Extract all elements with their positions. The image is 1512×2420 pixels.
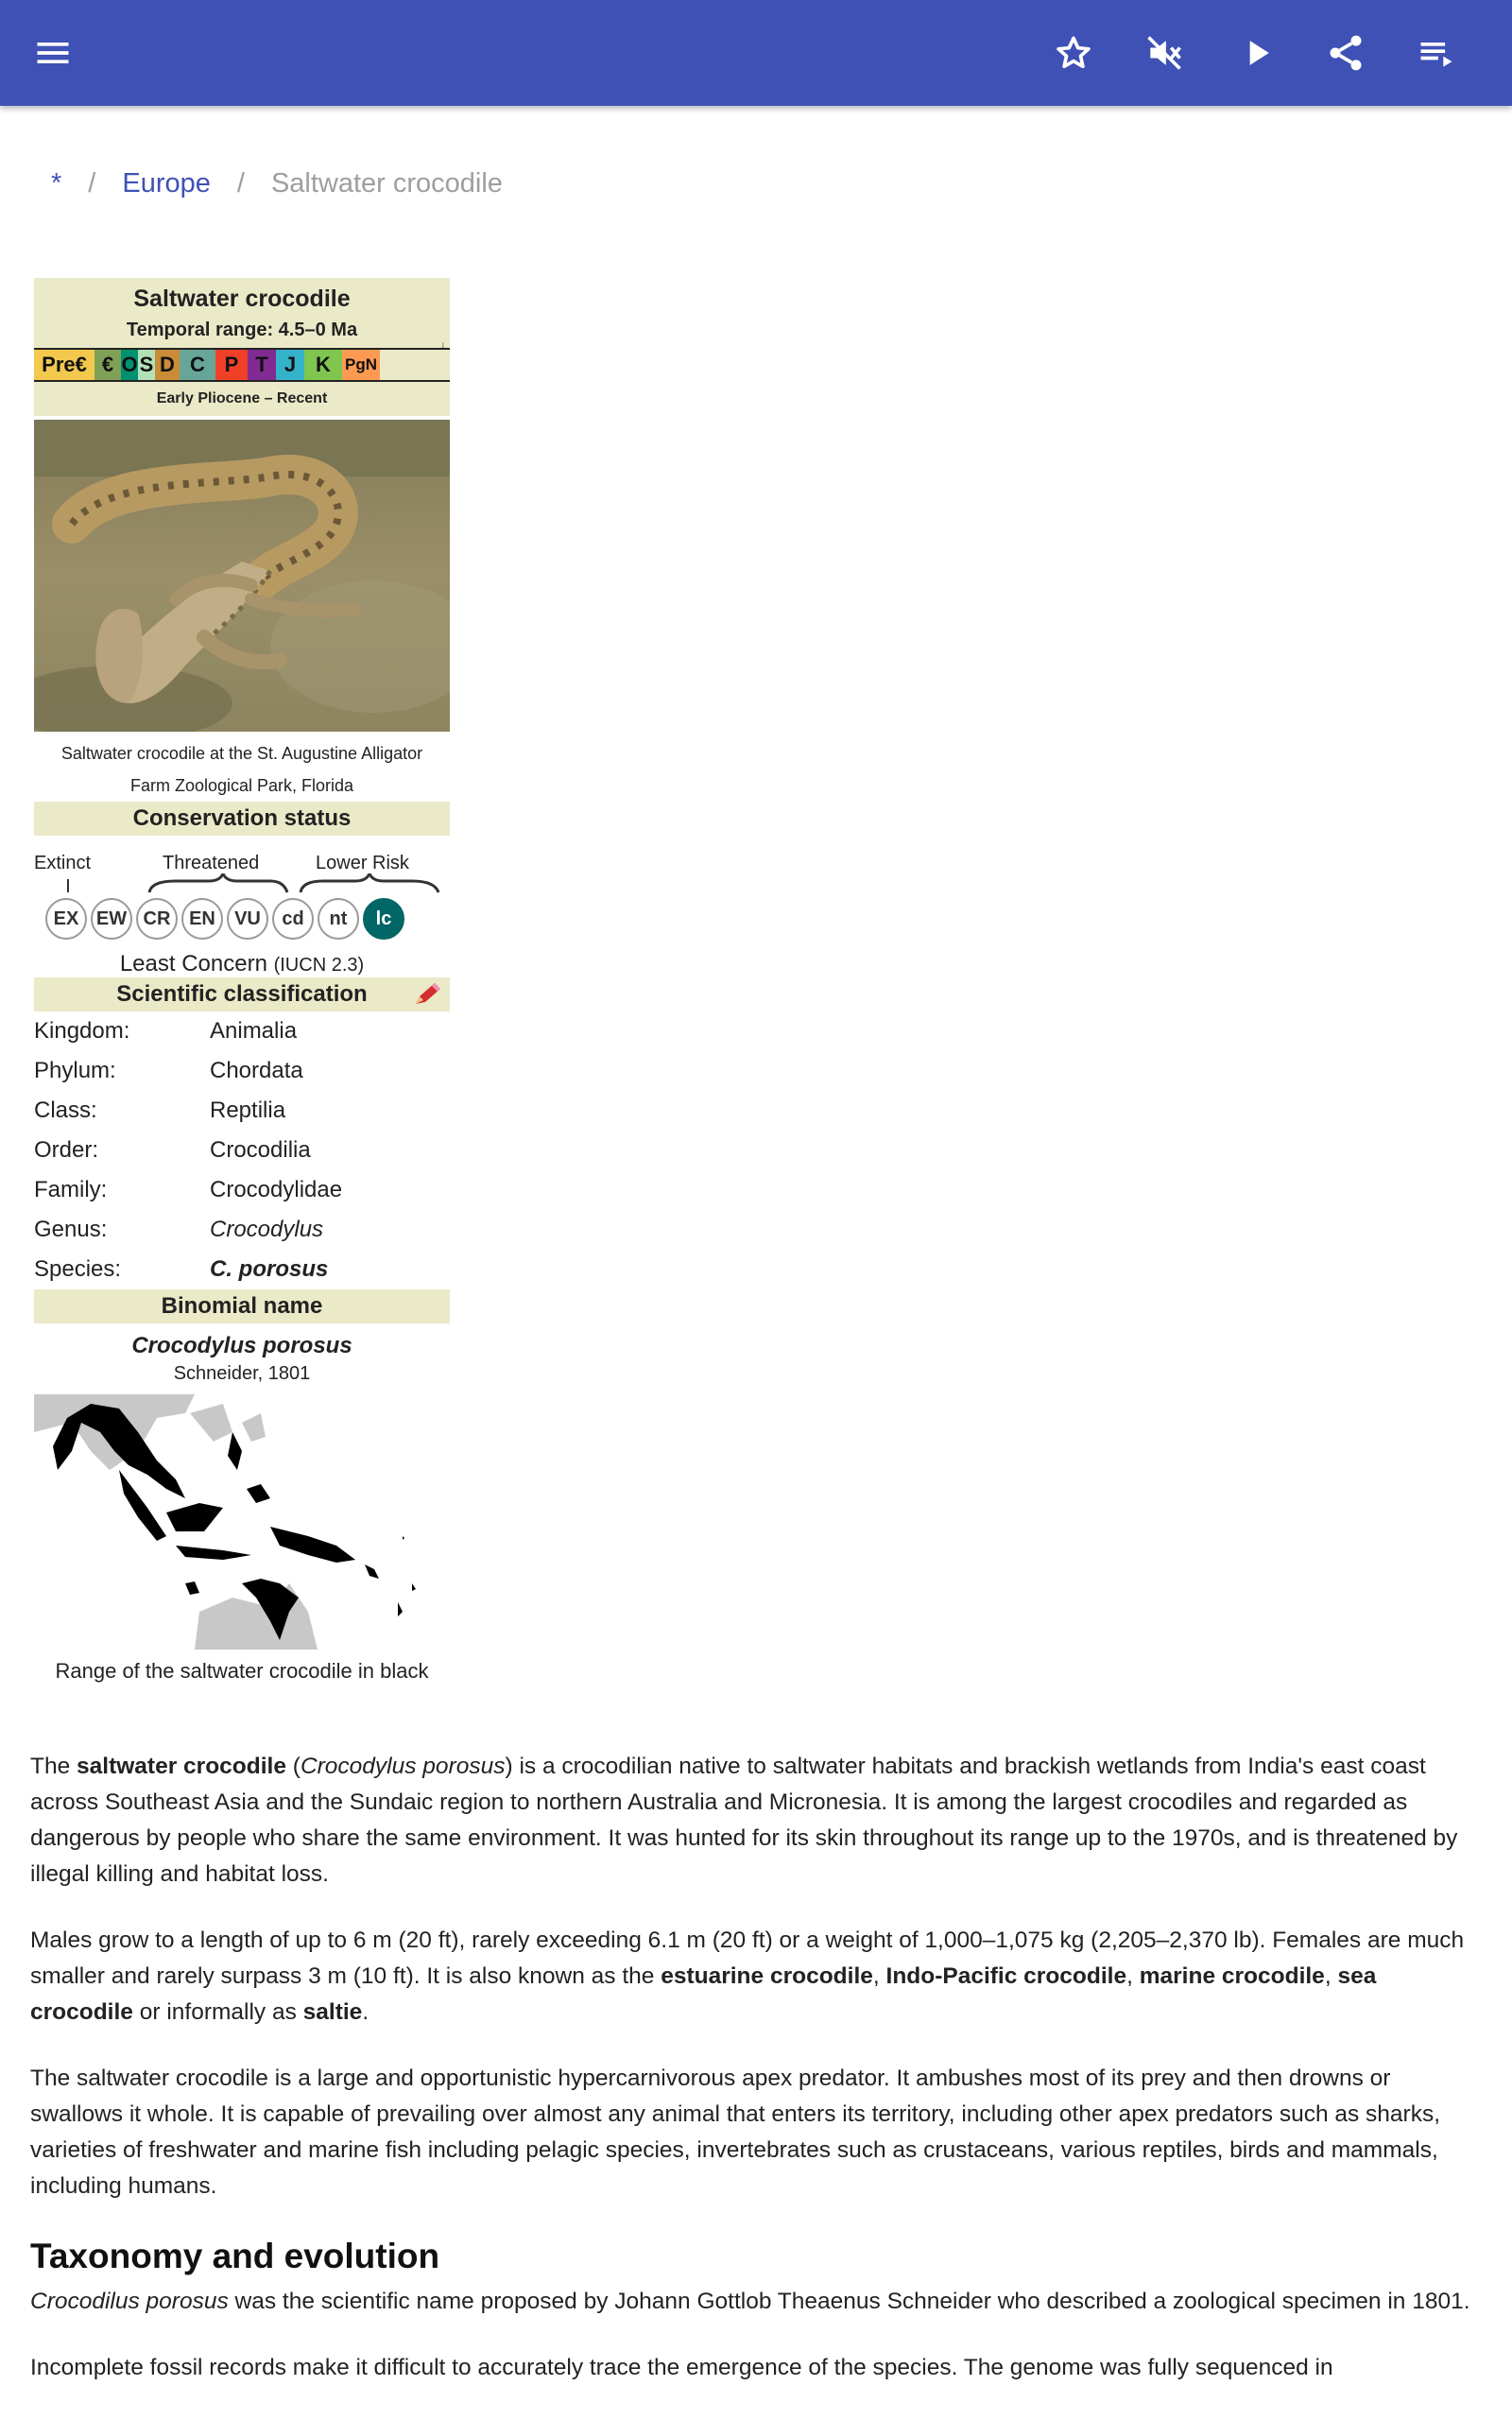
breadcrumb-home[interactable]: * bbox=[51, 168, 62, 199]
taxonomy-table bbox=[34, 1011, 450, 1289]
taxonomy-row bbox=[34, 1091, 450, 1131]
text-run: ( bbox=[285, 1754, 301, 1779]
conservation-cd-badge[interactable]: cd bbox=[272, 898, 314, 940]
taxonomy-row bbox=[34, 1051, 450, 1091]
breadcrumb-separator: / bbox=[88, 168, 96, 199]
conservation-nt-badge[interactable]: nt bbox=[318, 898, 359, 940]
conservation-brackets bbox=[34, 873, 450, 900]
conservation-vu-badge[interactable]: VU bbox=[227, 898, 268, 940]
timeline-period[interactable]: T bbox=[248, 350, 276, 380]
conservation-heading: Conservation status bbox=[34, 802, 450, 836]
timeline-period[interactable]: J bbox=[276, 350, 304, 380]
fossil-paragraph: Incomplete fossil records make it difficult to accurately trace the emergence of the species. The genome was fully sequenced in bbox=[30, 2355, 1333, 2380]
binomial-heading: Binomial name bbox=[34, 1289, 450, 1323]
timeline-period[interactable]: C bbox=[180, 350, 215, 380]
timeline-period[interactable]: P bbox=[215, 350, 248, 380]
text-run: . bbox=[362, 1999, 369, 2025]
mute-icon[interactable] bbox=[1136, 25, 1193, 81]
article-body bbox=[30, 1749, 1486, 2416]
timeline-period[interactable]: K bbox=[304, 350, 342, 380]
taxonomy-value[interactable]: Animalia bbox=[210, 1018, 298, 1044]
binomial-name: Crocodylus porosus bbox=[131, 1333, 352, 1358]
timeline-period[interactable]: D bbox=[155, 350, 180, 380]
section-heading-taxonomy: Taxonomy and evolution bbox=[30, 2237, 440, 2275]
timeline-period[interactable]: € bbox=[94, 350, 121, 380]
playlist-icon[interactable] bbox=[1408, 25, 1465, 81]
taxonomy-rank: Phylum: bbox=[34, 1058, 116, 1083]
taxonomy-value[interactable]: Reptilia bbox=[210, 1098, 286, 1123]
taxonomy-value[interactable]: Crocodylus bbox=[210, 1217, 324, 1242]
app-bar bbox=[0, 0, 1512, 106]
map-caption: Range of the saltwater crocodile in black bbox=[55, 1659, 429, 1683]
taxonomy-value[interactable]: C. porosus bbox=[210, 1256, 329, 1282]
infobox-title: Saltwater crocodile bbox=[133, 285, 351, 312]
taxonomy-paragraph bbox=[30, 2284, 1486, 2320]
text-run: or informally as bbox=[132, 1999, 303, 2025]
infobox-header bbox=[34, 278, 450, 348]
breadcrumb-europe[interactable]: Europe bbox=[122, 168, 211, 199]
timeline-period[interactable]: O bbox=[121, 350, 138, 380]
extinct-label: Extinct bbox=[34, 853, 92, 873]
text-run: was the scientific name proposed by Johann Gottlob Theaenus Schneider who described a zoological specimen in 1801. bbox=[228, 2289, 1470, 2314]
conservation-scale bbox=[45, 898, 404, 940]
text-run: The bbox=[30, 1754, 77, 1779]
timeline-marker: ↓ bbox=[440, 338, 446, 352]
taxonomy-row bbox=[34, 1210, 450, 1250]
star-icon[interactable] bbox=[1045, 25, 1102, 81]
infobox bbox=[34, 278, 450, 1684]
timeline-period[interactable]: Pre€ bbox=[34, 350, 94, 380]
intro-paragraph bbox=[30, 1749, 1486, 1893]
breadcrumb-current: Saltwater crocodile bbox=[270, 168, 503, 199]
scientific-name: Crocodylus porosus bbox=[300, 1754, 506, 1779]
timeline-range-label: Early Pliocene – Recent bbox=[34, 382, 450, 416]
play-icon[interactable] bbox=[1228, 25, 1285, 81]
taxonomy-row bbox=[34, 1011, 450, 1051]
taxonomy-row bbox=[34, 1131, 450, 1170]
geologic-timeline bbox=[34, 338, 450, 382]
bold-term: estuarine crocodile bbox=[661, 1963, 873, 1989]
taxonomy-rank: Kingdom: bbox=[34, 1018, 130, 1044]
conservation-ex-badge[interactable]: EX bbox=[45, 898, 87, 940]
conservation-status bbox=[34, 836, 450, 977]
taxonomy-value[interactable]: Chordata bbox=[210, 1058, 303, 1083]
lower-risk-label: Lower Risk bbox=[316, 853, 409, 873]
binomial-authority[interactable]: Schneider, 1801 bbox=[173, 1363, 311, 1384]
crocodile-photo[interactable] bbox=[34, 420, 450, 732]
range-map[interactable] bbox=[34, 1394, 450, 1650]
predator-paragraph: The saltwater crocodile is a large and opportunistic hypercarnivorous apex predator. It ambushes most of its prey and then drowns or swallows it whole. It is capable of prevailing over almost any animal that enters its territory, including other apex predators such as sharks, varieties of freshwater and marine fish including pelagic species, invertebrates such as crustaceans, various reptiles, birds and mammals, including humans. bbox=[30, 2066, 1441, 2199]
bold-term: marine crocodile bbox=[1139, 1963, 1325, 1989]
share-icon[interactable] bbox=[1317, 25, 1374, 81]
bold-term: saltwater crocodile bbox=[77, 1754, 286, 1779]
conservation-status-text[interactable]: Least Concern bbox=[119, 951, 267, 977]
conservation-lc-badge[interactable]: lc bbox=[363, 898, 404, 940]
scientific-name: Crocodilus porosus bbox=[30, 2289, 229, 2314]
classification-heading-text: Scientific classification bbox=[116, 981, 368, 1007]
taxonomy-rank: Genus: bbox=[34, 1217, 108, 1242]
breadcrumb-separator: / bbox=[236, 168, 245, 199]
threatened-label: Threatened bbox=[163, 853, 260, 873]
taxonomy-rank: Species: bbox=[34, 1256, 122, 1282]
taxonomy-value[interactable]: Crocodilia bbox=[210, 1137, 311, 1163]
taxonomy-value[interactable]: Crocodylidae bbox=[210, 1177, 343, 1202]
text-run: Males grow to a length of up to 6 m (20 ft), rarely exceeding 6.1 m (20 ft) or a weight of 1,000–1,075 kg (2,205–2,370 lb). Females are much smaller and rarely surpass 3 m (10 ft). It is also known as the bbox=[30, 1927, 1465, 1989]
taxonomy-rank: Family: bbox=[34, 1177, 108, 1202]
classification-heading bbox=[34, 977, 450, 1011]
bold-term: saltie bbox=[302, 1999, 363, 2025]
taxonomy-rank: Class: bbox=[34, 1098, 97, 1123]
taxonomy-row bbox=[34, 1170, 450, 1210]
timeline-period[interactable]: PgN bbox=[342, 350, 380, 380]
text-run: ) is a crocodilian native to saltwater habitats and brackish wetlands from India's east coast across Southeast Asia and the Sundaic region to northern Australia and Micronesia. It is among the largest crocodiles and regarded as dangerous by people who share the same environment. It was hunted for its skin throughout its range up to the 1970s, and is threatened by illegal killing and habitat loss. bbox=[30, 1754, 1458, 1887]
conservation-en-badge[interactable]: EN bbox=[181, 898, 223, 940]
size-paragraph bbox=[30, 1923, 1486, 2031]
conservation-text bbox=[34, 951, 450, 977]
conservation-cr-badge[interactable]: CR bbox=[136, 898, 178, 940]
conservation-source[interactable]: (IUCN 2.3) bbox=[273, 955, 365, 976]
taxonomy-row bbox=[34, 1250, 450, 1289]
edit-pencil-icon[interactable] bbox=[412, 981, 442, 1018]
menu-icon[interactable] bbox=[25, 25, 81, 81]
bold-term: Indo-Pacific crocodile bbox=[885, 1963, 1127, 1989]
breadcrumb bbox=[51, 168, 503, 199]
bold-term: sea crocodile bbox=[30, 1963, 1377, 2025]
timeline-period[interactable]: S bbox=[138, 350, 155, 380]
text-run: , bbox=[1126, 1963, 1140, 1989]
photo-caption: Saltwater crocodile at the St. Augustine Alligator Farm Zoological Park, Florida bbox=[60, 744, 423, 795]
temporal-range: Temporal range: 4.5–0 Ma bbox=[126, 320, 358, 340]
taxonomy-rank: Order: bbox=[34, 1137, 99, 1163]
conservation-ew-badge[interactable]: EW bbox=[91, 898, 132, 940]
text-run: , bbox=[1324, 1963, 1338, 1989]
text-run: , bbox=[872, 1963, 886, 1989]
